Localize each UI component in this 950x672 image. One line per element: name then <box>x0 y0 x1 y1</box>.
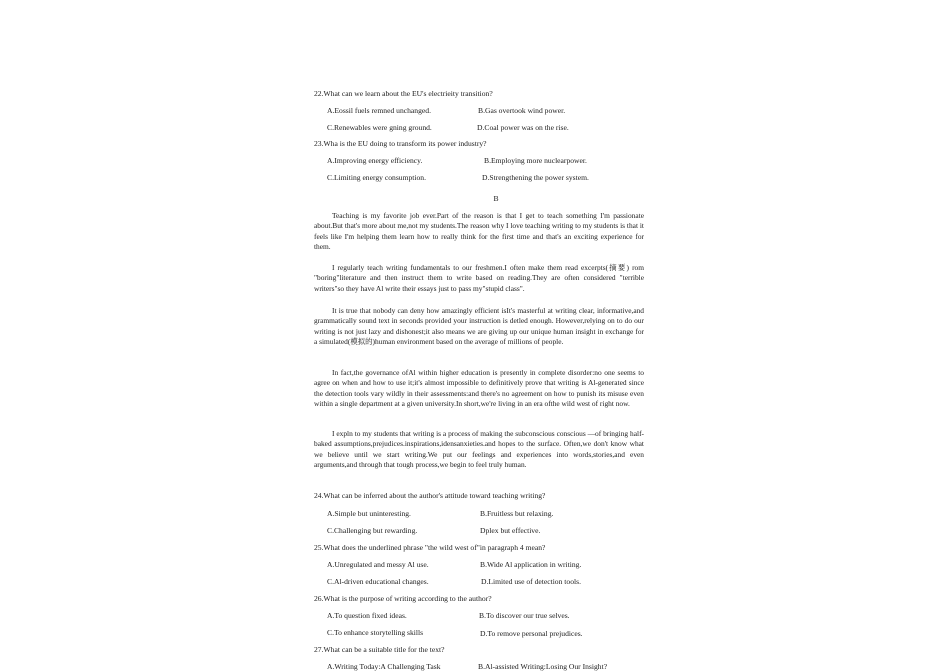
question-27-option-b: B.Al-assisted Writing:Losing Our Insight? <box>478 662 608 671</box>
passage-paragraph-2: I regularly teach writing fundamentals to our freshmen.I often make them read excerpts(摘要) rom "boring"literature and then instruct them to write based on reading.They are often considered "terrible writers"so they have Al write their essays just to pass my"stupid class". <box>314 263 644 293</box>
question-25-option-a: A.Unregulated and messy Al use. <box>327 560 429 569</box>
question-23-option-a: A.Improving energy efficiency. <box>327 156 423 165</box>
question-24-option-a: A.Simple but uninteresting. <box>327 509 411 518</box>
question-26-option-b: B.To discover our true selves. <box>479 611 570 620</box>
question-22-option-b: B.Gas overtook wind power. <box>478 106 566 115</box>
question-22-option-c: C.Renewables were gning ground. <box>327 123 432 132</box>
question-24-option-c: C.Challenging but rewarding. <box>327 526 418 535</box>
question-26-stem: 26.What is the purpose of writing according to the author? <box>314 594 492 603</box>
question-24-option-b: B.Fruitless but relaxing. <box>480 509 554 518</box>
question-23-option-d: D.Strengthening the power system. <box>482 173 589 182</box>
question-25-option-c: C.Al-driven educational changes. <box>327 577 429 586</box>
passage-paragraph-1: Teaching is my favorite job ever.Part of the reason is that I get to teach something I'm passionate about.But that's more about me,not my students.The reason why I love teaching writing to my students is that it feels like I'm helping them learn how to really think for the first time and that's an exciting experience for them. <box>314 211 644 251</box>
section-letter: B <box>493 194 499 203</box>
question-23-stem: 23.Wha is the EU doing to transform its power industry? <box>314 139 487 148</box>
question-22-stem: 22.What can we learn about the EU's electrieity transition? <box>314 89 493 98</box>
question-23-option-b: B.Employing more nuclearpower. <box>484 156 587 165</box>
question-26-option-a: A.To question fixed ideas. <box>327 611 407 620</box>
question-24-stem: 24.What can be inferred about the author's attitude toward teaching writing? <box>314 491 546 500</box>
question-26-option-d: D.To remove personal prejudices. <box>480 629 583 638</box>
question-27-stem: 27.What can be a suitable title for the text? <box>314 645 445 654</box>
passage-paragraph-3: It is true that nobody can deny how amazingly efficient isIt's masterful at writing clear, informative,and grammatically sound text in seconds provided your instruction is detled enough. However,relying on to do our writing is not just lazy and dishonest;it also means we are giving up our unique human insight in exchange for a simulated(模拟的)human environment based on the average of millions of people. <box>314 306 644 346</box>
question-22-option-a: A.Eossil fuels remned unchanged. <box>327 106 431 115</box>
question-27-option-a: A.Writing Today:A Challenging Task <box>327 662 441 671</box>
question-22-option-d: D.Coal power was on the rise. <box>477 123 569 132</box>
question-25-option-b: B.Wide Al application in writing. <box>480 560 582 569</box>
question-25-option-d: D.Limited use of detection tools. <box>481 577 581 586</box>
question-26-option-c: C.To enhance storytelling skills <box>327 628 424 637</box>
question-25-stem: 25.What does the underlined phrase "the wild west of"in paragraph 4 mean? <box>314 543 546 552</box>
passage-paragraph-5: I expln to my students that writing is a process of making the subconscious conscious —of bringing half-baked assumptions,prejudices.inspirations,idensanxieties.and hopes to the surface. Often,we don't know what we believe until we start writing.We put our feelings and experiences into words,stories,and even arguments,and through that tough process,we begin to feel truly human. <box>314 429 644 469</box>
question-23-option-c: C.Limiting energy consumption. <box>327 173 426 182</box>
question-24-option-d: Dplex but effective. <box>480 526 541 535</box>
passage-paragraph-4: In fact,the governance ofAl within higher education is presently in complete disorder:no one seems to agree on when and how to use it;it's almost impossible to definitively prove that writing is Al-generated since the detection tools vary wildly in their assessments:and there's no agreement on how to punish its misuse even within a single department at a given university.In short,we're living in an era ofthe wild west of right now. <box>314 368 644 408</box>
